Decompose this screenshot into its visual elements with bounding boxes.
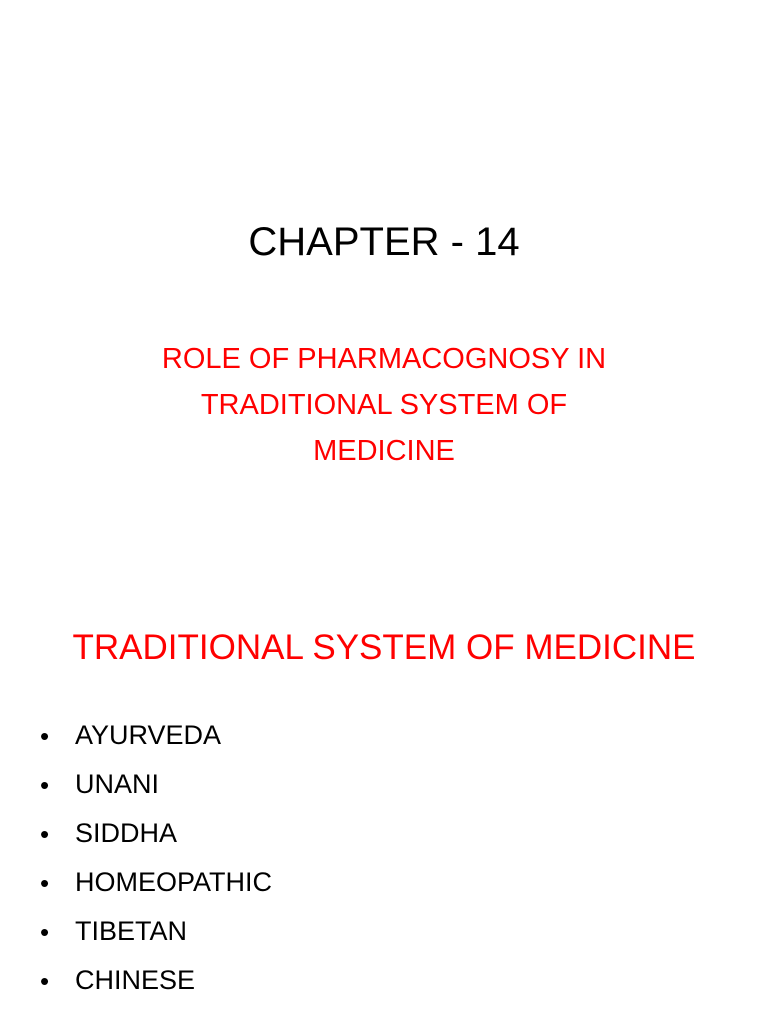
list-item-label: UNANI (75, 769, 160, 799)
chapter-subtitle (84, 336, 684, 474)
content-slide (0, 576, 768, 1024)
list-item-label: SIDDHA (75, 818, 178, 848)
list-item (40, 760, 272, 809)
bullet-icon: • (40, 916, 50, 947)
subtitle-line: ROLE OF PHARMACOGNOSY IN (161, 343, 607, 375)
list-item (40, 907, 272, 956)
list-item-label: HOMEOPATHIC (75, 867, 273, 897)
subtitle-line: MEDICINE (313, 435, 455, 467)
list-item-label: AYURVEDA (75, 720, 222, 750)
bullet-icon: • (40, 818, 50, 849)
bullet-icon: • (40, 867, 50, 898)
list-item (40, 711, 272, 760)
bullet-icon: • (40, 769, 50, 800)
bullet-list (40, 711, 272, 1005)
subtitle-line: TRADITIONAL SYSTEM OF (200, 389, 568, 421)
chapter-title: CHAPTER - 14 (248, 220, 520, 264)
list-item-label: CHINESE (75, 965, 196, 995)
bullet-icon: • (40, 720, 50, 751)
bullet-icon: • (40, 965, 50, 996)
list-item (40, 858, 272, 907)
list-item (40, 809, 272, 858)
section-title: TRADITIONAL SYSTEM OF MEDICINE (72, 628, 696, 667)
list-item-label: TIBETAN (75, 916, 188, 946)
list-item (40, 956, 272, 1005)
